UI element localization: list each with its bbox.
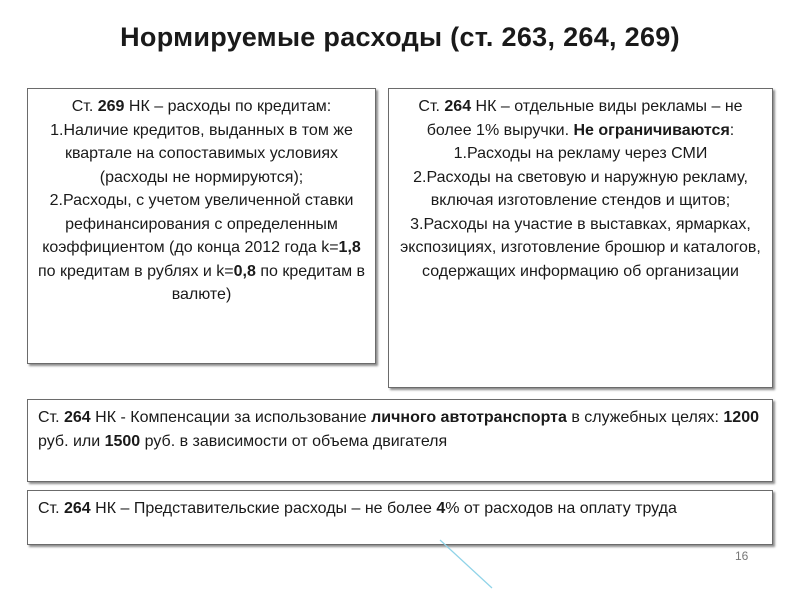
article-number: 264 — [64, 409, 91, 426]
page-number: 16 — [735, 549, 749, 563]
article-number: 269 — [97, 98, 125, 115]
amount-1200: 1200 — [723, 409, 759, 426]
advertising-item-1: 1.Расходы на рекламу через СМИ — [453, 145, 708, 162]
text-part: % от расходов на оплату труда — [445, 500, 677, 517]
text-part: НК – Представительские расходы – не более — [90, 500, 437, 517]
loan-item-2-end: по кредитам в валюте) — [171, 262, 366, 303]
header-prefix: Ст. — [71, 98, 98, 115]
article-number: 264 — [64, 500, 91, 517]
text-part: в служебных целях: — [566, 409, 724, 426]
coefficient-fx: 0,8 — [233, 262, 256, 280]
loan-item-2-mid: по кредитам в рублях и k= — [37, 262, 234, 280]
advertising-item-3: 3.Расходы на участие в выставках, ярмарках, экспозициях, изготовление брошюр и каталогов, содержащих информацию об организации — [400, 215, 761, 280]
prefix: Ст. — [38, 409, 64, 426]
advertising-item-2: 2.Расходы на световую и наружную рекламу, включая изготовление стендов и щитов; — [413, 168, 748, 209]
loan-item-1: 1.Наличие кредитов, выданных в том же квартале на сопоставимых условиях (расходы не нормируются); — [50, 121, 353, 186]
loan-item-2-text: 2.Расходы, с учетом увеличенной ставки рефинансирования с определенным коэффициентом (до конца 2012 года k= — [42, 192, 354, 256]
personal-vehicle-label: личного автотранспорта — [371, 409, 567, 426]
not-limited-label: Не ограничиваются — [573, 121, 730, 139]
article-number: 264 — [444, 98, 472, 115]
prefix: Ст. — [38, 500, 64, 517]
header-text: НК – отдельные виды рекламы – не более 1% выручки. — [426, 98, 743, 139]
header-colon: : — [729, 121, 735, 139]
header-prefix: Ст. — [418, 98, 445, 115]
text-part: руб. в зависимости от объема двигателя — [140, 432, 448, 450]
slide-title: Нормируемые расходы (ст. 263, 264, 269) — [120, 22, 680, 52]
percent-value: 4 — [436, 500, 446, 517]
amount-1500: 1500 — [104, 432, 141, 450]
header-text: НК – расходы по кредитам: — [124, 98, 332, 115]
coefficient-rub: 1,8 — [338, 239, 361, 256]
text-part: руб. или — [38, 432, 105, 450]
decorative-diagonal-line — [440, 540, 492, 588]
text-part: НК - Компенсации за использование — [90, 409, 372, 426]
